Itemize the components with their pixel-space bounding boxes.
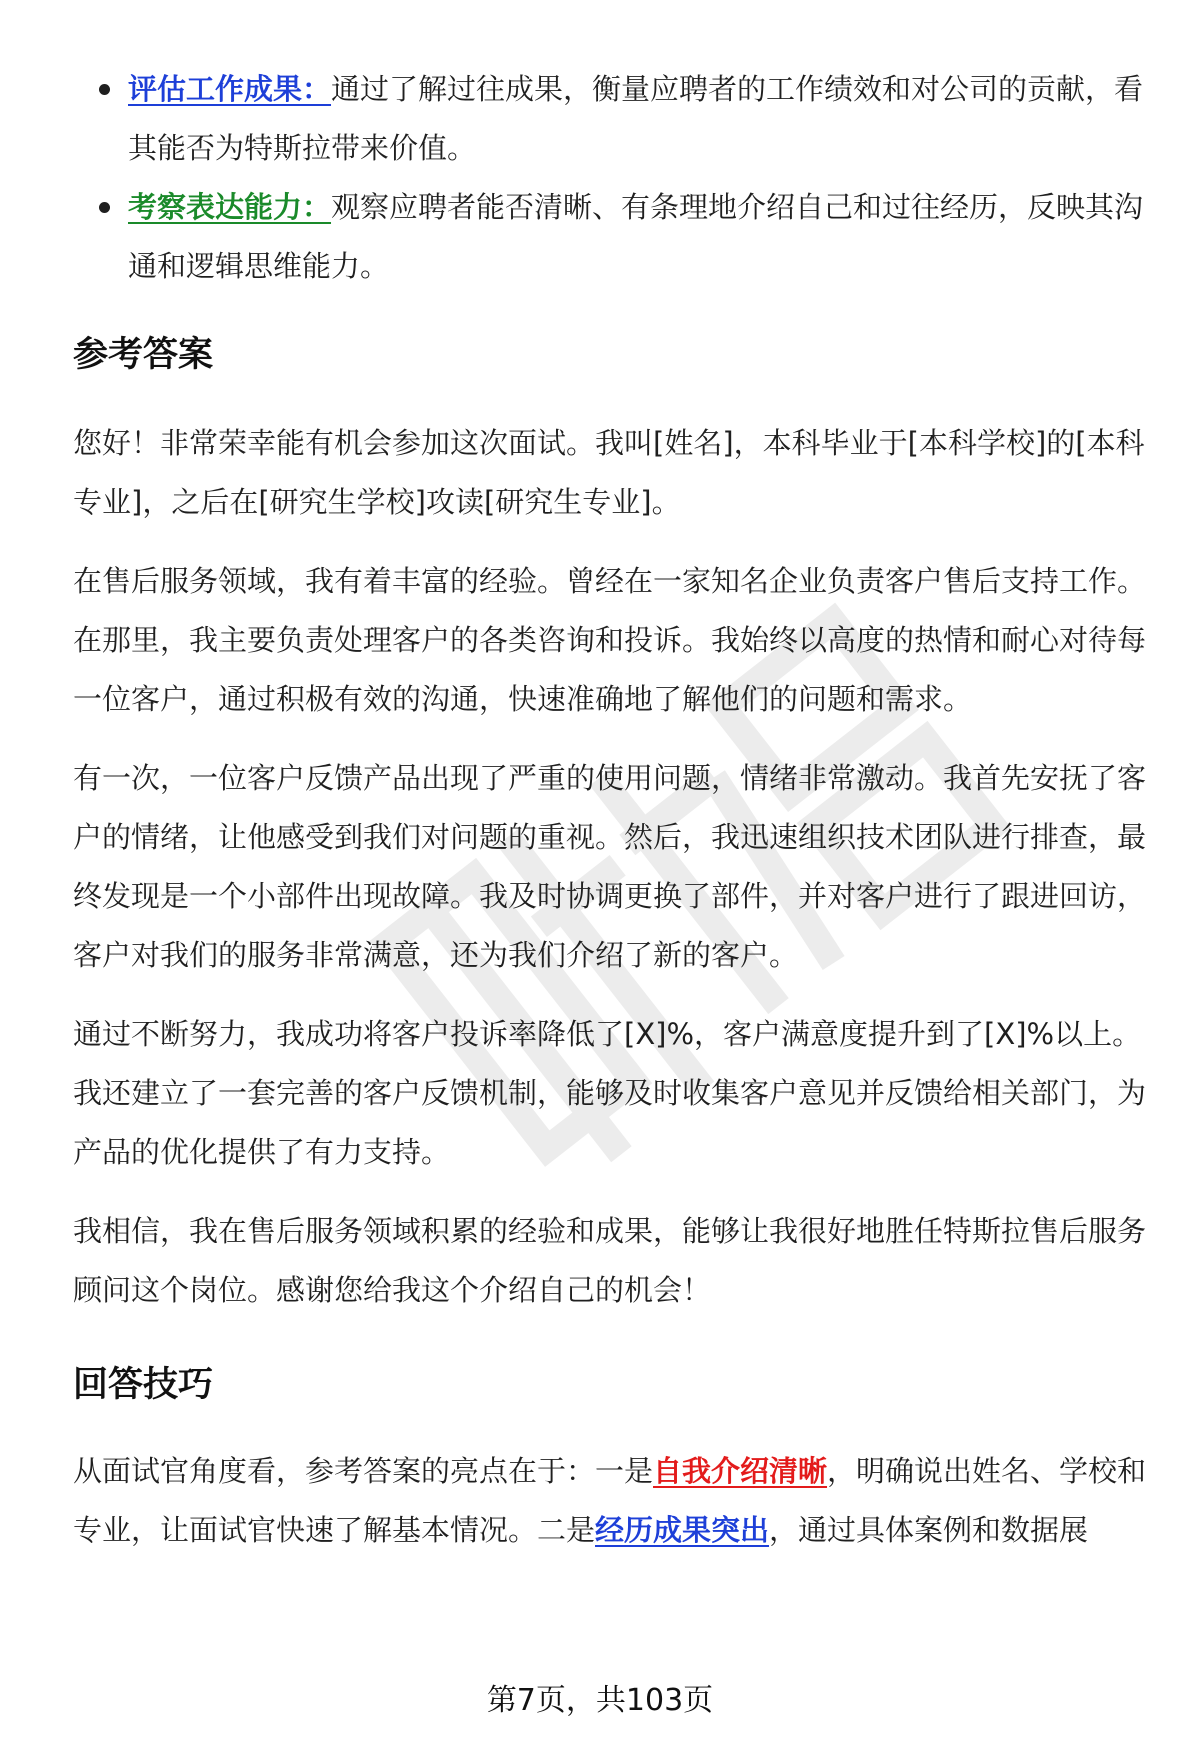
bullet-item-expression-ability: [73, 178, 1153, 296]
tips-highlight-outstanding-results: 经历成果突出: [595, 1513, 770, 1547]
answer-tips-paragraph: [73, 1442, 1153, 1560]
page-number-footer: 第7页，共103页: [486, 1683, 714, 1718]
answer-tips-heading: 回答技巧: [73, 1365, 214, 1405]
reference-paragraph-5: 我相信，我在售后服务领域积累的经验和成果，能够让我很好地胜任特斯拉售后服务顾问这个岗位。感谢您给我这个介绍自己的机会！: [73, 1214, 1147, 1307]
tips-highlight-clear-intro: 自我介绍清晰: [653, 1454, 828, 1488]
tips-text-part-2: ，明确说出姓名、学校和专业，让面试官快速了解基本情况。二是: [73, 1454, 1147, 1547]
tips-text-part-1: 从面试官角度看，参考答案的亮点在于：一是: [73, 1454, 654, 1488]
reference-paragraph-2: 在售后服务领域，我有着丰富的经验。曾经在一家知名企业负责客户售后支持工作。在那里，我主要负责处理客户的各类咨询和投诉。我始终以高度的热情和耐心对待每一位客户，通过积极有效的沟通，快速准确地了解他们的问题和需求。: [73, 564, 1147, 716]
reference-paragraph-1: 您好！非常荣幸能有机会参加这次面试。我叫[姓名]，本科毕业于[本科学校]的[本科专业]，之后在[研究生学校]攻读[研究生专业]。: [73, 426, 1145, 519]
evaluation-bullet-list: [73, 60, 1153, 296]
tips-text-part-3: ，通过具体案例和数据展: [769, 1513, 1089, 1547]
bullet-text-expression-ability: 观察应聘者能否清晰、有条理地介绍自己和过往经历，反映其沟通和逻辑思维能力。: [128, 190, 1144, 283]
bullet-text-evaluate-results: 通过了解过往成果，衡量应聘者的工作绩效和对公司的贡献，看其能否为特斯拉带来价值。: [128, 72, 1144, 165]
document-content: [73, 60, 1153, 1560]
reference-paragraph-4: 通过不断努力，我成功将客户投诉率降低了[X]%，客户满意度提升到了[X]%以上。我还建立了一套完善的客户反馈机制，能够及时收集客户意见并反馈给相关部门，为产品的优化提供了有力支持。: [73, 1017, 1147, 1169]
bullet-item-evaluate-results: [73, 60, 1153, 178]
reference-answer-heading: 参考答案: [73, 335, 214, 375]
bullet-term-evaluate-results: 评估工作成果：: [128, 72, 332, 106]
reference-paragraph-3: 有一次，一位客户反馈产品出现了严重的使用问题，情绪非常激动。我首先安抚了客户的情绪，让他感受到我们对问题的重视。然后，我迅速组织技术团队进行排查，最终发现是一个小部件出现故障。我及时协调更换了部件，并对客户进行了跟进回访，客户对我们的服务非常满意，还为我们介绍了新的客户。: [73, 761, 1147, 972]
bullet-term-expression-ability: 考察表达能力：: [128, 190, 332, 224]
bullet-dot-icon: [99, 202, 110, 213]
bullet-dot-icon: [99, 84, 110, 95]
